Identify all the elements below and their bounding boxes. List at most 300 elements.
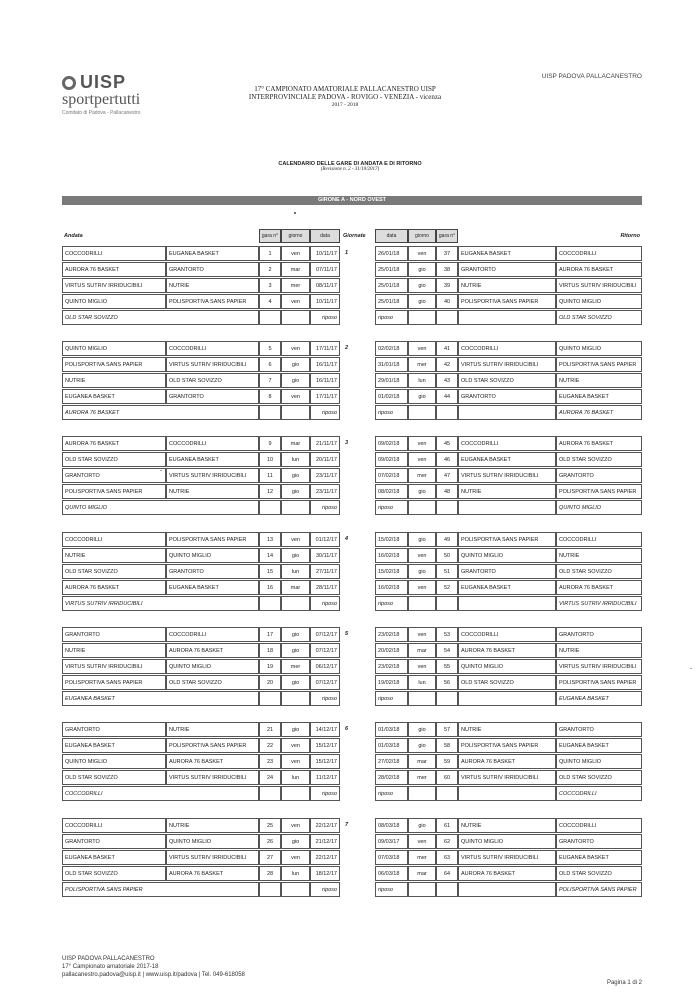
cell-d2: mer bbox=[408, 468, 436, 483]
cell-d1: gio bbox=[281, 834, 310, 849]
cell-dt1: 15/12/17 bbox=[310, 738, 340, 753]
cell-riposo: COCCODRILLI bbox=[556, 786, 642, 801]
cell-g1: 26 bbox=[259, 834, 281, 849]
giornata-number: 3 bbox=[345, 440, 349, 446]
cell-away: NUTRIE bbox=[166, 278, 259, 293]
cell-away: GRANTORTO bbox=[166, 262, 259, 277]
cell-g2: 47 bbox=[436, 468, 458, 483]
cell-d1: ven bbox=[281, 246, 310, 261]
cell-ra: POLISPORTIVA SANS PAPIER bbox=[556, 484, 642, 499]
header-gara: gara n° bbox=[259, 229, 281, 243]
cell-ra: AURORA 76 BASKET bbox=[556, 436, 642, 451]
cell-d2: ven bbox=[408, 834, 436, 849]
cell-dt1: 08/11/17 bbox=[310, 278, 340, 293]
cell-d1: ven bbox=[281, 754, 310, 769]
cell-empty bbox=[458, 691, 556, 706]
cell-home: NUTRIE bbox=[62, 548, 166, 563]
match-row bbox=[62, 818, 642, 833]
cell-d1: mar bbox=[281, 262, 310, 277]
match-row bbox=[62, 294, 642, 309]
cell-d1: mar bbox=[281, 580, 310, 595]
match-row bbox=[62, 738, 642, 753]
cell-away: AURORA 76 BASKET bbox=[166, 866, 259, 881]
cell-d1: ven bbox=[281, 294, 310, 309]
cell-g2: 64 bbox=[436, 866, 458, 881]
cell-dt1: 15/12/17 bbox=[310, 754, 340, 769]
cell-dt1: 06/12/17 bbox=[310, 659, 340, 674]
cell-g2: 50 bbox=[436, 548, 458, 563]
cell-g1: 22 bbox=[259, 738, 281, 753]
cell-g1: 14 bbox=[259, 548, 281, 563]
cell-g1: 6 bbox=[259, 357, 281, 372]
footer-line1: UISP PADOVA PALLACANESTRO bbox=[62, 956, 155, 962]
cell-rh: GRANTORTO bbox=[458, 389, 556, 404]
cell-empty bbox=[408, 882, 436, 897]
cell-g2: 39 bbox=[436, 278, 458, 293]
cell-home: OLD STAR SOVIZZO bbox=[62, 866, 166, 881]
cell-g2: 38 bbox=[436, 262, 458, 277]
logo-line2: sportpertutti bbox=[62, 91, 141, 108]
cell-riposo_label: riposo bbox=[375, 596, 408, 611]
giornata-number: 4 bbox=[345, 536, 349, 542]
cell-dt1: 21/12/17 bbox=[310, 834, 340, 849]
giornata-block bbox=[62, 818, 642, 900]
cell-riposo_label: riposo bbox=[310, 405, 340, 420]
cell-d2: ven bbox=[408, 452, 436, 467]
cell-riposo: OLD STAR SOVIZZO bbox=[62, 310, 259, 325]
cell-home: OLD STAR SOVIZZO bbox=[62, 770, 166, 785]
cell-away: VIRTUS SUTRIV IRRIDUCIBILI bbox=[166, 357, 259, 372]
match-row bbox=[62, 452, 642, 467]
cell-away: QUINTO MIGLIO bbox=[166, 659, 259, 674]
cell-rh: QUINTO MIGLIO bbox=[458, 548, 556, 563]
cell-dt2: 28/02/18 bbox=[375, 770, 408, 785]
cell-g1: 2 bbox=[259, 262, 281, 277]
riposo-row bbox=[62, 882, 642, 897]
cell-ra: POLISPORTIVA SANS PAPIER bbox=[556, 675, 642, 690]
cell-rh: NUTRIE bbox=[458, 818, 556, 833]
cell-d1: lun bbox=[281, 564, 310, 579]
cell-empty bbox=[281, 500, 310, 515]
uisp-mark-icon bbox=[62, 76, 76, 90]
cell-away: QUINTO MIGLIO bbox=[166, 548, 259, 563]
cell-dt1: 07/12/17 bbox=[310, 627, 340, 642]
cell-d2: mar bbox=[408, 754, 436, 769]
cell-empty bbox=[281, 405, 310, 420]
cell-rh: COCCODRILLI bbox=[458, 436, 556, 451]
cell-g1: 9 bbox=[259, 436, 281, 451]
cell-dt1: 18/12/17 bbox=[310, 866, 340, 881]
cell-d1: mer bbox=[281, 659, 310, 674]
cell-riposo_label: riposo bbox=[375, 786, 408, 801]
cell-rh: GRANTORTO bbox=[458, 564, 556, 579]
org-name-top: UISP PADOVA PALLACANESTRO bbox=[541, 73, 642, 80]
cell-away: GRANTORTO bbox=[166, 389, 259, 404]
cell-ra: VIRTUS SUTRIV IRRIDUCIBILI bbox=[556, 278, 642, 293]
cell-home: NUTRIE bbox=[62, 373, 166, 388]
cell-empty bbox=[281, 596, 310, 611]
cell-home: GRANTORTO bbox=[62, 834, 166, 849]
cell-riposo_label: riposo bbox=[310, 310, 340, 325]
cell-g2: 42 bbox=[436, 357, 458, 372]
cell-d1: lun bbox=[281, 770, 310, 785]
cell-d2: gio bbox=[408, 262, 436, 277]
match-row bbox=[62, 468, 642, 483]
cell-ra: GRANTORTO bbox=[556, 468, 642, 483]
cell-g1: 10 bbox=[259, 452, 281, 467]
cell-rh: EUGANEA BASKET bbox=[458, 580, 556, 595]
cell-empty bbox=[408, 405, 436, 420]
cell-home: POLISPORTIVA SANS PAPIER bbox=[62, 675, 166, 690]
cell-away: AURORA 76 BASKET bbox=[166, 754, 259, 769]
scan-mark bbox=[160, 470, 162, 471]
cell-d1: gio bbox=[281, 373, 310, 388]
cell-riposo_label: riposo bbox=[375, 405, 408, 420]
cell-g1: 3 bbox=[259, 278, 281, 293]
cell-g2: 54 bbox=[436, 643, 458, 658]
cell-home: EUGANEA BASKET bbox=[62, 389, 166, 404]
cell-riposo_label: riposo bbox=[375, 500, 408, 515]
cell-g1: 28 bbox=[259, 866, 281, 881]
cell-g1: 19 bbox=[259, 659, 281, 674]
header-giornate: Giornate bbox=[343, 233, 366, 239]
header-data: data bbox=[310, 229, 340, 243]
calendar-revision: (Revisione n. 2 - 31/10/2017) bbox=[320, 167, 380, 172]
cell-away: NUTRIE bbox=[166, 818, 259, 833]
cell-dt1: 23/11/17 bbox=[310, 484, 340, 499]
cell-g1: 4 bbox=[259, 294, 281, 309]
cell-riposo_label: riposo bbox=[375, 310, 408, 325]
calendar-title: CALENDARIO DELLE GARE DI ANDATA E DI RITORNO bbox=[278, 161, 422, 167]
cell-empty bbox=[458, 882, 556, 897]
cell-rh: QUINTO MIGLIO bbox=[458, 834, 556, 849]
cell-rh: GRANTORTO bbox=[458, 262, 556, 277]
cell-d1: gio bbox=[281, 722, 310, 737]
cell-d2: ven bbox=[408, 548, 436, 563]
cell-empty bbox=[408, 500, 436, 515]
cell-riposo_label: riposo bbox=[375, 882, 408, 897]
cell-d2: gio bbox=[408, 738, 436, 753]
cell-away: VIRTUS SUTRIV IRRIDUCIBILI bbox=[166, 770, 259, 785]
cell-g2: 52 bbox=[436, 580, 458, 595]
match-row bbox=[62, 580, 642, 595]
cell-rh: VIRTUS SUTRIV IRRIDUCIBILI bbox=[458, 468, 556, 483]
cell-away: EUGANEA BASKET bbox=[166, 580, 259, 595]
cell-dt2: 29/01/18 bbox=[375, 373, 408, 388]
cell-home: POLISPORTIVA SANS PAPIER bbox=[62, 484, 166, 499]
cell-ra: COCCODRILLI bbox=[556, 532, 642, 547]
cell-rh: VIRTUS SUTRIV IRRIDUCIBILI bbox=[458, 357, 556, 372]
cell-g1: 12 bbox=[259, 484, 281, 499]
cell-empty bbox=[259, 786, 281, 801]
match-row bbox=[62, 389, 642, 404]
giornata-block bbox=[62, 722, 642, 804]
cell-riposo: POLISPORTIVA SANS PAPIER bbox=[556, 882, 642, 897]
match-row bbox=[62, 548, 642, 563]
cell-dt1: 23/11/17 bbox=[310, 468, 340, 483]
cell-g2: 61 bbox=[436, 818, 458, 833]
cell-rh: AURORA 76 BASKET bbox=[458, 643, 556, 658]
logo-line1: UISP bbox=[80, 72, 127, 92]
stray-dot bbox=[294, 212, 296, 214]
cell-d1: ven bbox=[281, 850, 310, 865]
cell-riposo_label: riposo bbox=[310, 596, 340, 611]
cell-d1: ven bbox=[281, 389, 310, 404]
cell-dt1: 28/11/17 bbox=[310, 580, 340, 595]
header-andata: Andata bbox=[64, 233, 83, 239]
scan-mark bbox=[690, 668, 692, 669]
cell-home: GRANTORTO bbox=[62, 722, 166, 737]
cell-d2: gio bbox=[408, 389, 436, 404]
match-row bbox=[62, 643, 642, 658]
cell-d1: gio bbox=[281, 548, 310, 563]
cell-away: COCCODRILLI bbox=[166, 341, 259, 356]
cell-g1: 18 bbox=[259, 643, 281, 658]
cell-rh: VIRTUS SUTRIV IRRIDUCIBILI bbox=[458, 770, 556, 785]
cell-rh: COCCODRILLI bbox=[458, 627, 556, 642]
cell-ra: OLD STAR SOVIZZO bbox=[556, 564, 642, 579]
cell-d2: ven bbox=[408, 246, 436, 261]
cell-g2: 51 bbox=[436, 564, 458, 579]
cell-empty bbox=[436, 786, 458, 801]
cell-home: VIRTUS SUTRIV IRRIDUCIBILI bbox=[62, 278, 166, 293]
cell-rh: AURORA 76 BASKET bbox=[458, 754, 556, 769]
cell-rh: POLISPORTIVA SANS PAPIER bbox=[458, 532, 556, 547]
cell-d1: gio bbox=[281, 484, 310, 499]
cell-d2: ven bbox=[408, 436, 436, 451]
cell-g2: 53 bbox=[436, 627, 458, 642]
cell-g2: 43 bbox=[436, 373, 458, 388]
cell-home: AURORA 76 BASKET bbox=[62, 580, 166, 595]
cell-ra: AURORA 76 BASKET bbox=[556, 262, 642, 277]
cell-empty bbox=[458, 596, 556, 611]
cell-d1: mar bbox=[281, 436, 310, 451]
cell-d2: mer bbox=[408, 357, 436, 372]
cell-dt2: 16/02/18 bbox=[375, 580, 408, 595]
cell-d1: gio bbox=[281, 643, 310, 658]
cell-empty bbox=[259, 405, 281, 420]
cell-empty bbox=[281, 691, 310, 706]
cell-ra: OLD STAR SOVIZZO bbox=[556, 452, 642, 467]
cell-dt2: 02/02/18 bbox=[375, 341, 408, 356]
cell-g2: 57 bbox=[436, 722, 458, 737]
cell-rh: EUGANEA BASKET bbox=[458, 452, 556, 467]
table-header bbox=[62, 229, 642, 243]
giornata-number: 7 bbox=[345, 822, 349, 828]
cell-ra: GRANTORTO bbox=[556, 722, 642, 737]
giornata-block bbox=[62, 627, 642, 709]
cell-home: NUTRIE bbox=[62, 643, 166, 658]
cell-empty bbox=[436, 500, 458, 515]
giornata-number: 6 bbox=[345, 726, 349, 732]
cell-empty bbox=[436, 405, 458, 420]
header-data-ritorno: data bbox=[375, 229, 408, 243]
cell-d1: ven bbox=[281, 818, 310, 833]
cell-ra: EUGANEA BASKET bbox=[556, 389, 642, 404]
cell-riposo_label: riposo bbox=[310, 786, 340, 801]
cell-ra: COCCODRILLI bbox=[556, 818, 642, 833]
cell-d1: gio bbox=[281, 675, 310, 690]
match-row bbox=[62, 866, 642, 881]
cell-g2: 60 bbox=[436, 770, 458, 785]
cell-dt1: 14/12/17 bbox=[310, 722, 340, 737]
cell-dt1: 16/11/17 bbox=[310, 357, 340, 372]
cell-dt1: 27/11/17 bbox=[310, 564, 340, 579]
cell-riposo: VIRTUS SUTRIV IRRIDUCIBILI bbox=[62, 596, 259, 611]
cell-rh: NUTRIE bbox=[458, 722, 556, 737]
cell-dt1: 20/11/17 bbox=[310, 452, 340, 467]
cell-home: OLD STAR SOVIZZO bbox=[62, 564, 166, 579]
cell-dt1: 07/11/17 bbox=[310, 262, 340, 277]
cell-d2: ven bbox=[408, 580, 436, 595]
cell-g1: 11 bbox=[259, 468, 281, 483]
cell-g1: 27 bbox=[259, 850, 281, 865]
riposo-row bbox=[62, 786, 642, 801]
cell-dt2: 25/01/18 bbox=[375, 294, 408, 309]
cell-g1: 24 bbox=[259, 770, 281, 785]
cell-dt2: 25/01/18 bbox=[375, 278, 408, 293]
match-row bbox=[62, 436, 642, 451]
cell-d1: ven bbox=[281, 341, 310, 356]
cell-away: OLD STAR SOVIZZO bbox=[166, 373, 259, 388]
cell-riposo_label: riposo bbox=[310, 691, 340, 706]
cell-riposo: COCCODRILLI bbox=[62, 786, 259, 801]
cell-ra: NUTRIE bbox=[556, 548, 642, 563]
match-row bbox=[62, 357, 642, 372]
footer-line3: pallacanestro.padova@uisp.it | www.uisp.it/padova | Tel. 049-618058 bbox=[62, 972, 245, 978]
uisp-logo bbox=[62, 72, 182, 116]
cell-d1: lun bbox=[281, 866, 310, 881]
cell-g2: 55 bbox=[436, 659, 458, 674]
calendar-heading bbox=[240, 161, 460, 172]
match-row bbox=[62, 564, 642, 579]
cell-dt2: 01/03/18 bbox=[375, 722, 408, 737]
riposo-row bbox=[62, 310, 642, 325]
cell-g2: 59 bbox=[436, 754, 458, 769]
cell-home: AURORA 76 BASKET bbox=[62, 262, 166, 277]
cell-dt1: 21/11/17 bbox=[310, 436, 340, 451]
logo-uisp-text bbox=[62, 72, 182, 93]
cell-empty bbox=[458, 405, 556, 420]
cell-empty bbox=[436, 691, 458, 706]
cell-dt2: 07/03/18 bbox=[375, 850, 408, 865]
cell-away: EUGANEA BASKET bbox=[166, 246, 259, 261]
cell-g2: 58 bbox=[436, 738, 458, 753]
cell-d2: mer bbox=[408, 770, 436, 785]
cell-d2: mer bbox=[408, 850, 436, 865]
cell-g2: 37 bbox=[436, 246, 458, 261]
cell-away: COCCODRILLI bbox=[166, 436, 259, 451]
cell-away: OLD STAR SOVIZZO bbox=[166, 675, 259, 690]
cell-d2: mar bbox=[408, 643, 436, 658]
cell-empty bbox=[436, 310, 458, 325]
header-giorno: giorno bbox=[281, 229, 310, 243]
match-row bbox=[62, 627, 642, 642]
cell-empty bbox=[436, 882, 458, 897]
cell-dt2: 20/02/18 bbox=[375, 643, 408, 658]
cell-riposo: QUINTO MIGLIO bbox=[62, 500, 259, 515]
cell-home: QUINTO MIGLIO bbox=[62, 754, 166, 769]
cell-ra: OLD STAR SOVIZZO bbox=[556, 770, 642, 785]
cell-empty bbox=[281, 310, 310, 325]
cell-away: GRANTORTO bbox=[166, 564, 259, 579]
match-row bbox=[62, 278, 642, 293]
cell-dt2: 23/02/18 bbox=[375, 627, 408, 642]
cell-dt2: 06/03/18 bbox=[375, 866, 408, 881]
cell-d2: lun bbox=[408, 373, 436, 388]
giornata-block bbox=[62, 532, 642, 614]
cell-g1: 16 bbox=[259, 580, 281, 595]
cell-home: COCCODRILLI bbox=[62, 246, 166, 261]
cell-g1: 1 bbox=[259, 246, 281, 261]
cell-g1: 23 bbox=[259, 754, 281, 769]
cell-riposo_label: riposo bbox=[310, 500, 340, 515]
cell-g1: 20 bbox=[259, 675, 281, 690]
cell-dt2: 31/01/18 bbox=[375, 357, 408, 372]
cell-dt1: 10/11/17 bbox=[310, 294, 340, 309]
cell-empty bbox=[436, 596, 458, 611]
header-gara-ritorno: gara n° bbox=[436, 229, 458, 243]
title-line1: 17° CAMPIONATO AMATORIALE PALLACANESTRO UISP bbox=[254, 85, 436, 93]
cell-home: EUGANEA BASKET bbox=[62, 738, 166, 753]
cell-dt1: 17/11/17 bbox=[310, 341, 340, 356]
cell-ra: QUINTO MIGLIO bbox=[556, 294, 642, 309]
cell-ra: NUTRIE bbox=[556, 643, 642, 658]
cell-ra: EUGANEA BASKET bbox=[556, 738, 642, 753]
cell-d1: ven bbox=[281, 532, 310, 547]
cell-dt2: 25/01/18 bbox=[375, 262, 408, 277]
cell-empty bbox=[408, 786, 436, 801]
cell-d2: gio bbox=[408, 564, 436, 579]
cell-ra: VIRTUS SUTRIV IRRIDUCIBILI bbox=[556, 659, 642, 674]
riposo-row bbox=[62, 405, 642, 420]
cell-away: VIRTUS SUTRIV IRRIDUCIBILI bbox=[166, 468, 259, 483]
cell-home: OLD STAR SOVIZZO bbox=[62, 452, 166, 467]
cell-empty bbox=[259, 500, 281, 515]
cell-riposo_label: riposo bbox=[375, 691, 408, 706]
cell-ra: NUTRIE bbox=[556, 373, 642, 388]
cell-rh: QUINTO MIGLIO bbox=[458, 659, 556, 674]
cell-dt2: 15/02/18 bbox=[375, 532, 408, 547]
cell-empty bbox=[458, 310, 556, 325]
cell-d2: ven bbox=[408, 659, 436, 674]
cell-g2: 49 bbox=[436, 532, 458, 547]
cell-empty bbox=[458, 500, 556, 515]
cell-dt2: 16/02/18 bbox=[375, 548, 408, 563]
cell-riposo_label: riposo bbox=[310, 882, 340, 897]
logo-line3: Comitato di Padova - Pallacanestro bbox=[62, 110, 141, 116]
cell-rh: AURORA 76 BASKET bbox=[458, 866, 556, 881]
page-number: Pagina 1 di 2 bbox=[606, 980, 642, 986]
cell-empty bbox=[458, 786, 556, 801]
match-row bbox=[62, 834, 642, 849]
cell-g1: 25 bbox=[259, 818, 281, 833]
match-row bbox=[62, 373, 642, 388]
cell-rh: COCCODRILLI bbox=[458, 341, 556, 356]
cell-ra: COCCODRILLI bbox=[556, 246, 642, 261]
cell-ra: GRANTORTO bbox=[556, 834, 642, 849]
riposo-row bbox=[62, 596, 642, 611]
cell-away: VIRTUS SUTRIV IRRIDUCIBILI bbox=[166, 850, 259, 865]
match-row bbox=[62, 484, 642, 499]
cell-dt1: 07/12/17 bbox=[310, 643, 340, 658]
cell-d1: mer bbox=[281, 278, 310, 293]
cell-riposo: AURORA 76 BASKET bbox=[62, 405, 259, 420]
cell-d1: lun bbox=[281, 452, 310, 467]
cell-g1: 7 bbox=[259, 373, 281, 388]
cell-dt1: 17/11/17 bbox=[310, 389, 340, 404]
cell-home: EUGANEA BASKET bbox=[62, 850, 166, 865]
